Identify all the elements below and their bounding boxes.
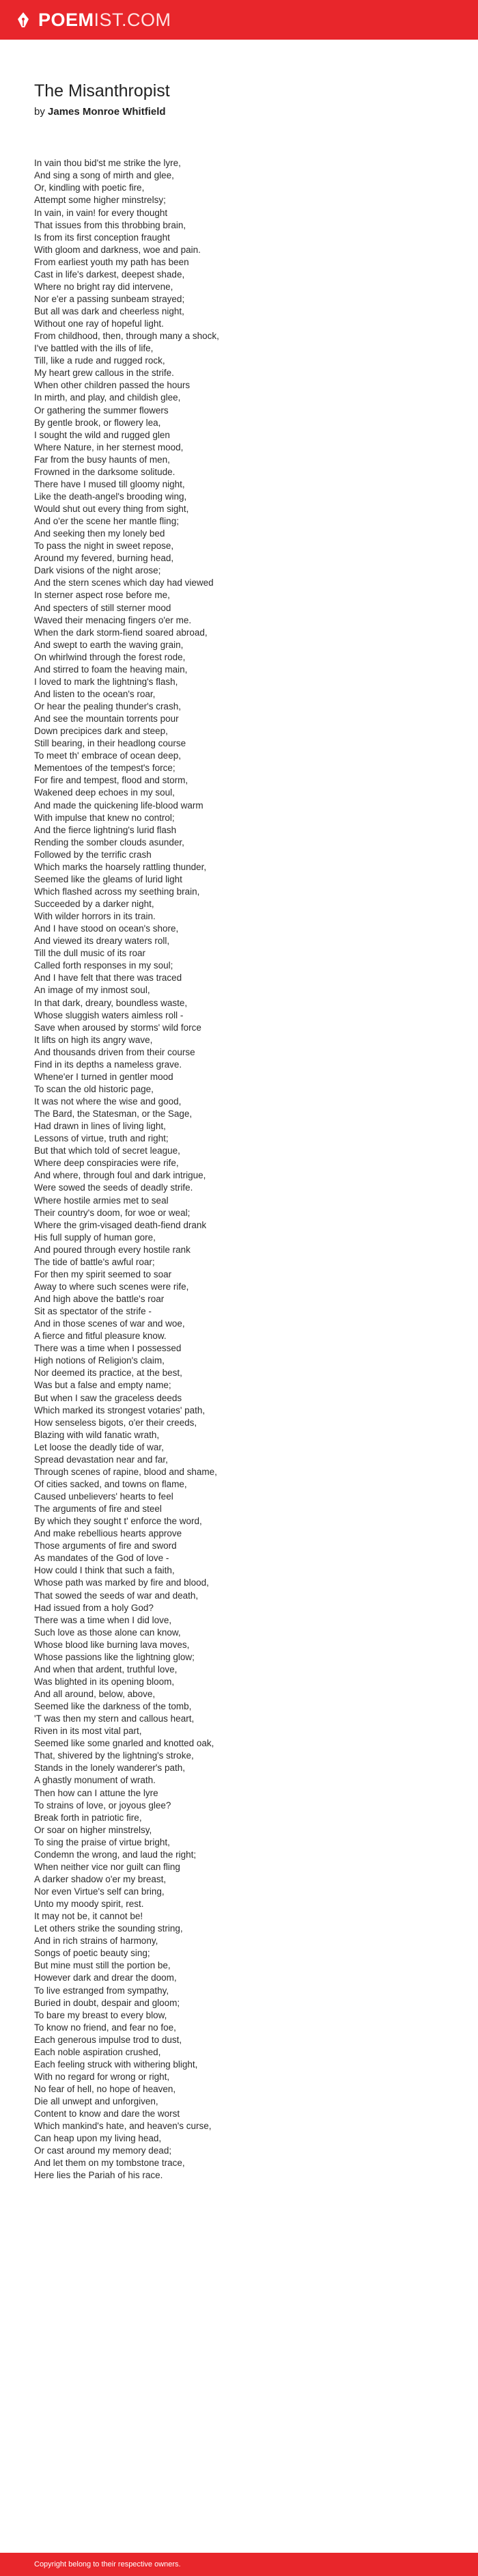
poem-line: Spread devastation near and far, [34,1454,168,1465]
poem-line: Break forth in patriotic fire, [34,1812,142,1823]
poem-line: A ghastly monument of wrath. [34,1775,156,1786]
poem-line: Seemed like the darkness of the tomb, [34,1701,192,1712]
poem-line: In sterner aspect rose before me, [34,590,170,601]
poem-line: Is from its first conception fraught [34,232,170,243]
poem-line: Through scenes of rapine, blood and shame, [34,1466,217,1477]
poem-line: And stirred to foam the heaving main, [34,664,188,675]
poem-line: When neither vice nor guilt can fling [34,1861,180,1872]
poem-line: Whose passions like the lightning glow; [34,1651,195,1662]
poem-line: And poured through every hostile rank [34,1244,191,1255]
poem-line: The Bard, the Statesman, or the Sage, [34,1109,193,1120]
poem-line: With impulse that knew no control; [34,812,175,823]
poem-line: And the stern scenes which day had viewed [34,578,214,588]
poem-line: Whose sluggish waters aimless roll - [34,1009,184,1020]
poem-line: Blazing with wild fanatic wrath, [34,1429,160,1440]
pen-nib-icon [15,12,31,28]
poem-line: Each generous impulse trod to dust, [34,2034,182,2045]
poem-line: In vain thou bid'st me strike the lyre, [34,158,181,169]
poem-line: Nor e'er a passing sunbeam strayed; [34,293,185,304]
poem-line: In vain, in vain! for every thought [34,207,168,218]
poem-line: Like the death-angel's brooding wing, [34,491,187,502]
logo-text-bold: POEM [38,9,94,30]
poem-line: That sowed the seeds of war and death, [34,1590,199,1601]
poem-line: Each noble aspiration crushed, [34,2046,161,2057]
poem-line: And sing a song of mirth and glee, [34,170,174,181]
poem-line: Where deep conspiracies were rife, [34,1158,179,1169]
poem-line: An image of my inmost soul, [34,985,150,996]
poem-line: Content to know and dare the worst [34,2109,180,2119]
poem-line: But that which told of secret league, [34,1145,180,1156]
poem-line: There was a time when I did love, [34,1614,172,1625]
poem-line: To pass the night in sweet repose, [34,541,174,552]
poem-line: Buried in doubt, despair and gloom; [34,1997,180,2008]
poem-line: Was blighted in its opening bloom, [34,1676,175,1687]
poem-line: Waved their menacing fingers o'er me. [34,614,192,625]
poem-line: And seeking then my lonely bed [34,528,165,539]
poem-line: Till the dull music of its roar [34,948,146,959]
poem-line: However dark and drear the doom, [34,1972,177,1983]
poem-line: In that dark, dreary, boundless waste, [34,997,188,1008]
poem-line: Find in its depths a nameless grave. [34,1059,182,1070]
poem-line: No fear of hell, no hope of heaven, [34,2084,176,2094]
poem-line: Sit as spectator of the strife - [34,1306,152,1317]
poem-line: Where no bright ray did intervene, [34,281,173,292]
poem-body [34,157,444,2182]
poem-line: For fire and tempest, flood and storm, [34,775,188,786]
poem-line: Attempt some higher minstrelsy; [34,195,166,206]
poem-line: Far from the busy haunts of men, [34,454,170,465]
poem-line: And make rebellious hearts approve [34,1528,182,1539]
poem-line: Succeeded by a darker night, [34,899,154,909]
poem-line: And in rich strains of harmony, [34,1936,158,1947]
poem-line: For then my spirit seemed to soar [34,1269,172,1279]
poem-line: Which marks the hoarsely rattling thunder, [34,861,207,872]
poem-line: Then how can I attune the lyre [34,1787,158,1798]
poem-line: Which mankind's hate, and heaven's curse, [34,2121,212,2132]
poem-line: Away to where such scenes were rife, [34,1281,189,1292]
poem-line: From childhood, then, through many a shock, [34,331,219,342]
poem-line: How senseless bigots, o'er their creeds, [34,1417,197,1428]
poem-line: Or cast around my memory dead; [34,2145,172,2156]
poem-line: Or, kindling with poetic fire, [34,182,145,193]
poem-line: Frowned in the darksome solitude. [34,466,175,477]
poem-line: When the dark storm-fiend soared abroad, [34,627,208,638]
poem-line: Whose path was marked by fire and blood, [34,1577,209,1588]
poem-line: Dark visions of the night arose; [34,565,161,576]
author-link[interactable]: James Monroe Whitfield [48,106,166,118]
poem-line: Rending the somber clouds asunder, [34,837,184,848]
poem-line: Followed by the terrific crash [34,849,152,860]
poem-line: Seemed like the gleams of lurid light [34,873,182,884]
poem-line: Those arguments of fire and sword [34,1541,177,1551]
poem-line: To know no friend, and fear no foe, [34,2022,176,2033]
poem-line: I loved to mark the lightning's flash, [34,676,178,687]
poem-line: My heart grew callous in the strife. [34,368,174,379]
poem-line: And specters of still sterner mood [34,602,171,613]
poem-byline [34,106,444,118]
poem-line: With gloom and darkness, woe and pain. [34,244,201,255]
poem-line: High notions of Religion's claim, [34,1355,165,1366]
poem-line: With no regard for wrong or right, [34,2071,170,2082]
poem-line: To live estranged from sympathy, [34,1985,169,1996]
poem-line: And o'er the scene her mantle fling; [34,516,179,527]
poem-line: Can heap upon my living head, [34,2133,162,2144]
poem-line: And I have stood on ocean's shore, [34,923,179,934]
poem-line: I've battled with the ills of life, [34,343,154,354]
poem-line: 'T was then my stern and callous heart, [34,1713,195,1724]
poem-line: And in those scenes of war and woe, [34,1318,185,1329]
poem-line: And swept to earth the waving grain, [34,639,184,650]
poem-line: Still bearing, in their headlong course [34,738,186,749]
poem-line: Nor deemed its practice, at the best, [34,1368,182,1379]
poem-line: And when that ardent, truthful love, [34,1664,178,1675]
poem-line: A darker shadow o'er my breast, [34,1873,167,1884]
poem-line: Save when aroused by storms' wild force [34,1022,201,1033]
poem-line: With wilder horrors in its train. [34,911,156,922]
poem-line: Let loose the deadly tide of war, [34,1441,164,1452]
poem-line: Each feeling struck with withering blight, [34,2059,198,2070]
poem-line: And let them on my tombstone trace, [34,2158,185,2169]
poem-line: And the fierce lightning's lurid flash [34,824,177,835]
poem-line: And where, through foul and dark intrigue, [34,1170,206,1181]
copyright-text: Copyright belong to their respective owners. [34,2560,181,2568]
poem-line: Around my fevered, burning head, [34,553,174,564]
poem-line: Of cities sacked, and towns on flame, [34,1478,187,1489]
by-label: by [34,106,45,118]
site-logo[interactable] [15,11,171,29]
poem-line: And all around, below, above, [34,1689,156,1699]
poem-line: Songs of poetic beauty sing; [34,1948,150,1959]
poem-line: Would shut out every thing from sight, [34,504,189,514]
poem-line: But when I saw the graceless deeds [34,1392,182,1403]
poem-line: Which flashed across my seething brain, [34,886,200,897]
poem-line: From earliest youth my path has been [34,256,189,267]
poem-line: Cast in life's darkest, deepest shade, [34,269,185,280]
poem-content [0,40,478,2230]
poem-line: It lifts on high its angry wave, [34,1034,153,1045]
poem-line: Had issued from a holy God? [34,1602,154,1613]
poem-line: In mirth, and play, and childish glee, [34,392,181,403]
poem-line: Unto my moody spirit, rest. [34,1899,144,1910]
poem-line: Let others strike the sounding string, [34,1923,183,1934]
poem-line: To meet th' embrace of ocean deep, [34,750,181,761]
poem-line: Such love as those alone can know, [34,1627,181,1638]
poem-line: Or hear the pealing thunder's crash, [34,701,181,711]
site-logo-text [38,11,171,29]
poem-line: There was a time when I possessed [34,1343,182,1354]
poem-line: As mandates of the God of love - [34,1553,169,1564]
poem-line: That, shivered by the lightning's stroke, [34,1750,194,1761]
poem-line: Or gathering the summer flowers [34,405,169,416]
poem-line: I sought the wild and rugged glen [34,429,170,440]
poem-line: Condemn the wrong, and laud the right; [34,1849,197,1860]
poem-line: By which they sought t' enforce the word, [34,1516,202,1527]
poem-title: The Misanthropist [34,81,170,100]
poem-line: To scan the old historic page, [34,1083,154,1094]
poem-line: Till, like a rude and rugged rock, [34,355,165,366]
poem-line: And listen to the ocean's roar, [34,688,156,699]
poem-line: And high above the battle's roar [34,1294,165,1304]
poem-line: Seemed like some gnarled and knotted oak, [34,1738,214,1749]
poem-line: By gentle brook, or flowery lea, [34,417,161,428]
poem-line: It was not where the wise and good, [34,1096,182,1107]
poem-line: Were sowed the seeds of deadly strife. [34,1182,193,1193]
poem-line: To strains of love, or joyous glee? [34,1800,171,1811]
poem-line: It may not be, it cannot be! [34,1911,143,1922]
poem-line: To sing the praise of virtue bright, [34,1836,170,1847]
poem-line: Where Nature, in her sternest mood, [34,442,184,452]
poem-line: How could I think that such a faith, [34,1565,175,1576]
poem-line: Whose blood like burning lava moves, [34,1639,190,1650]
poem-line: Whene'er I turned in gentler mood [34,1071,173,1082]
poem-line: Without one ray of hopeful light. [34,318,164,329]
poem-line: But all was dark and cheerless night, [34,306,184,316]
poem-line: And I have felt that there was traced [34,973,182,984]
poem-line: Wakened deep echoes in my soul, [34,787,175,798]
poem-line: On whirlwind through the forest rode, [34,651,186,662]
poem-line: Caused unbelievers' hearts to feel [34,1491,173,1502]
poem-line: Where the grim-visaged death-fiend drank [34,1219,207,1230]
poem-line: Here lies the Pariah of his race. [34,2170,163,2181]
site-header [0,0,478,40]
poem-line: The tide of battle's awful roar; [34,1256,155,1267]
poem-line: Their country's doom, for woe or weal; [34,1207,191,1218]
poem-line: And thousands driven from their course [34,1046,195,1057]
poem-line: The arguments of fire and steel [34,1504,162,1515]
poem-line: But mine must still the portion be, [34,1960,171,1971]
poem-line: There have I mused till gloomy night, [34,478,185,489]
poem-line: Where hostile armies met to seal [34,1195,169,1206]
poem-line: A fierce and fitful pleasure know. [34,1331,167,1342]
site-footer [0,2553,478,2576]
poem-line: And see the mountain torrents pour [34,714,179,724]
poem-line: Down precipices dark and steep, [34,726,168,737]
logo-text-light: IST.COM [94,9,171,30]
poem-line: Lessons of virtue, truth and right; [34,1133,169,1144]
poem-line: Was but a false and empty name; [34,1380,171,1391]
poem-line: Die all unwept and unforgiven, [34,2096,158,2107]
poem-line: Riven in its most vital part, [34,1726,142,1737]
poem-line: That issues from this throbbing brain, [34,219,186,230]
poem-line: Had drawn in lines of living light, [34,1121,166,1132]
poem-line: And viewed its dreary waters roll, [34,936,170,947]
poem-line: His full supply of human gore, [34,1232,156,1243]
poem-line: Stands in the lonely wanderer's path, [34,1763,185,1774]
poem-line: Which marked its strongest votaries' path, [34,1405,206,1415]
poem-line: And made the quickening life-blood warm [34,800,203,811]
poem-line: To bare my breast to every blow, [34,2009,167,2020]
poem-line: Nor even Virtue's self can bring, [34,1886,165,1897]
poem-line: Or soar on higher minstrelsy, [34,1824,152,1835]
poem-line: When other children passed the hours [34,380,191,391]
poem-line: Called forth responses in my soul; [34,960,173,971]
poem-line: Mementoes of the tempest's force; [34,763,175,774]
